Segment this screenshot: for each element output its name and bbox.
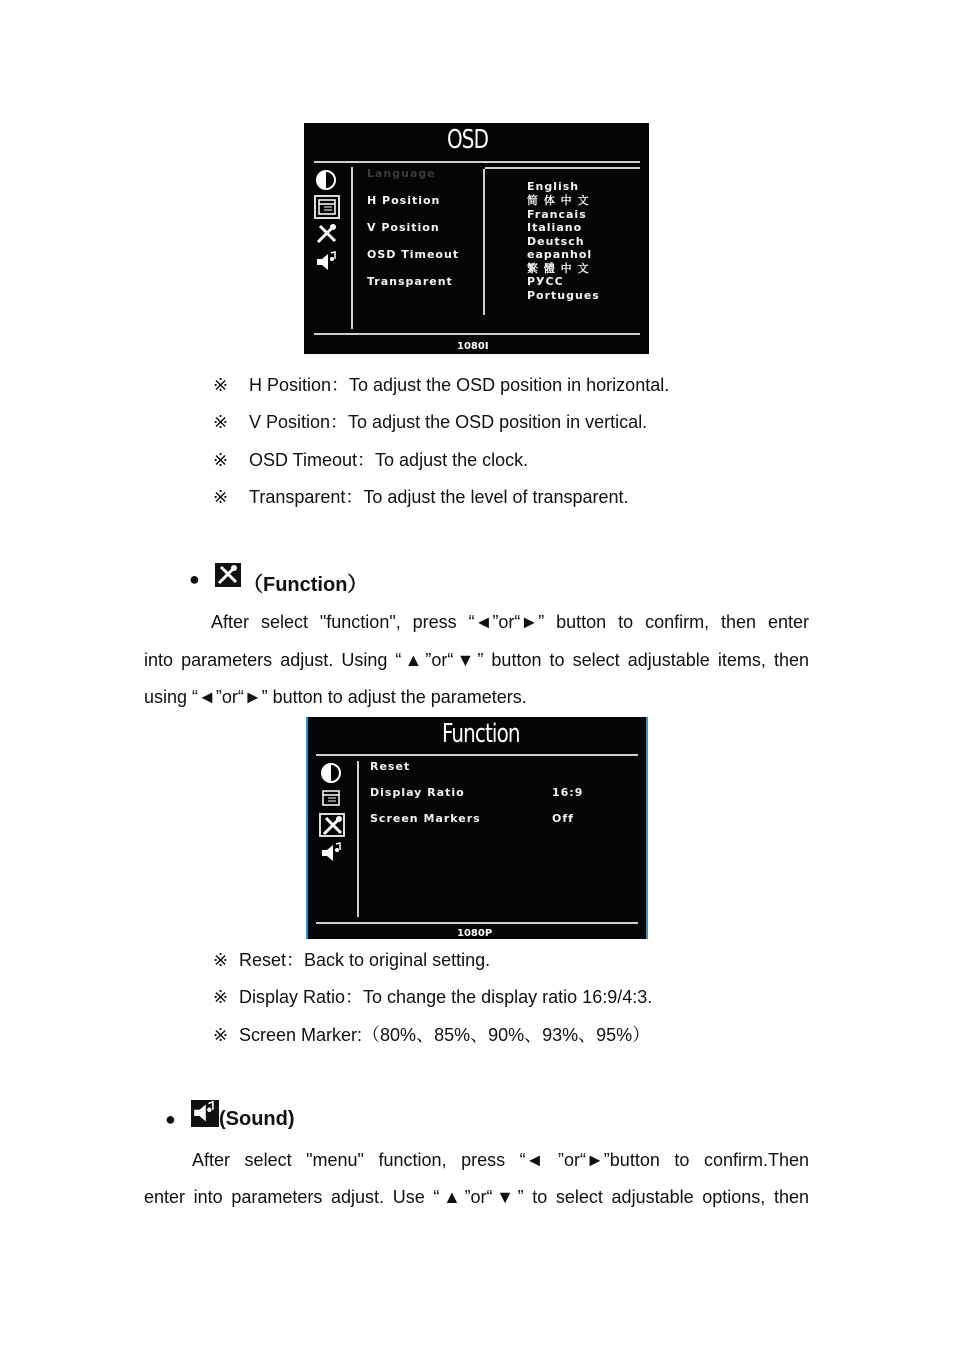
osd-title: OSD [447, 125, 489, 155]
note-mark: ※ [213, 412, 229, 432]
contrast-icon [320, 762, 344, 784]
osd-resolution-label: 1080I [457, 341, 489, 352]
sound-heading: (Sound) [219, 1108, 295, 1130]
paragraph-line: into parameters adjust. Using “▲”or“▼” button to select adjustable items, then [144, 650, 809, 670]
function-value-screen-markers: Off [552, 812, 574, 825]
note-reset [213, 949, 490, 971]
lang-option: РУСС [527, 275, 564, 288]
function-item-screen-markers: Screen Markers [370, 812, 481, 825]
function-paragraph-line2 [144, 649, 809, 671]
function-paragraph [144, 611, 809, 633]
lang-option: Italiano [527, 221, 583, 234]
contrast-icon [315, 169, 339, 191]
function-footer-divider [316, 922, 638, 924]
function-menu-screenshot [306, 717, 648, 939]
osd-item-language: Language [367, 167, 436, 180]
lang-option: English [527, 180, 580, 193]
osd-item-osd-timeout: OSD Timeout [367, 248, 460, 261]
note-mark: ※ [213, 987, 229, 1007]
note-text: Display Ratio：To change the display ratio 16:9/4:3. [239, 987, 653, 1007]
note-v-position [213, 411, 647, 433]
bullet: ● [189, 569, 200, 589]
note-h-position [213, 374, 669, 396]
speaker-icon [315, 250, 339, 272]
tools-icon [215, 563, 241, 587]
sound-paragraph-line2 [144, 1186, 809, 1208]
bullet: ● [165, 1109, 176, 1129]
note-text: H Position：To adjust the OSD position in horizontal. [249, 375, 670, 395]
sound-paragraph [144, 1149, 809, 1171]
lang-option: 简 体 中 文 [527, 194, 590, 207]
osd-title-divider [314, 161, 640, 163]
note-display-ratio [213, 986, 652, 1008]
function-paragraph-line3 [144, 686, 809, 708]
function-item-reset: Reset [370, 760, 411, 773]
function-item-display-ratio: Display Ratio [370, 786, 465, 799]
lang-option: Deutsch [527, 235, 585, 248]
lang-option: eapanhol [527, 248, 593, 261]
tools-icon [319, 813, 345, 837]
note-mark: ※ [213, 1025, 229, 1045]
note-screen-marker [213, 1024, 650, 1046]
note-transparent [213, 486, 629, 508]
note-osd-timeout [213, 449, 528, 471]
note-text: Transparent：To adjust the level of transparent. [249, 487, 629, 507]
osd-menu-icon [320, 788, 344, 810]
osd-lang-divider [483, 169, 485, 315]
note-mark: ※ [213, 375, 229, 395]
function-resolution-label: 1080P [457, 928, 493, 939]
function-value-display-ratio: 16:9 [552, 786, 584, 799]
function-icon-divider [357, 761, 359, 917]
note-mark: ※ [213, 487, 229, 507]
paragraph-line: After select "menu" function, press “◄ ”or“►”button to confirm.Then [192, 1150, 809, 1170]
osd-icon-divider [351, 167, 353, 329]
osd-item-transparent: Transparent [367, 275, 453, 288]
note-text: V Position：To adjust the OSD position in vertical. [249, 412, 648, 432]
lang-option: Francais [527, 208, 587, 221]
function-heading: （Function） [243, 574, 368, 596]
osd-item-h-position: H Position [367, 194, 441, 207]
paragraph-line: After select "function", press “◄”or“►” button to confirm, then enter [211, 612, 809, 632]
lang-option: 繁 體 中 文 [527, 262, 590, 275]
note-mark: ※ [213, 450, 229, 470]
osd-item-v-position: V Position [367, 221, 440, 234]
function-title: Function [442, 719, 520, 749]
note-text: OSD Timeout：To adjust the clock. [249, 450, 529, 470]
osd-menu-icon [314, 195, 340, 219]
note-mark: ※ [213, 950, 229, 970]
note-text: Screen Marker:（80%、85%、90%、93%、95%） [239, 1025, 651, 1045]
function-title-divider [316, 754, 638, 756]
paragraph-line: enter into parameters adjust. Use “▲”or“▼” to select adjustable options, then [144, 1187, 809, 1207]
tools-icon [315, 223, 339, 245]
speaker-icon [320, 841, 344, 863]
osd-lang-top [485, 167, 640, 169]
osd-footer-divider [314, 333, 640, 335]
lang-option: Portugues [527, 289, 600, 302]
speaker-icon [191, 1100, 219, 1127]
note-text: Reset：Back to original setting. [239, 950, 491, 970]
paragraph-line: using “◄”or“►” button to adjust the parameters. [144, 687, 527, 707]
osd-menu-screenshot [304, 123, 649, 354]
